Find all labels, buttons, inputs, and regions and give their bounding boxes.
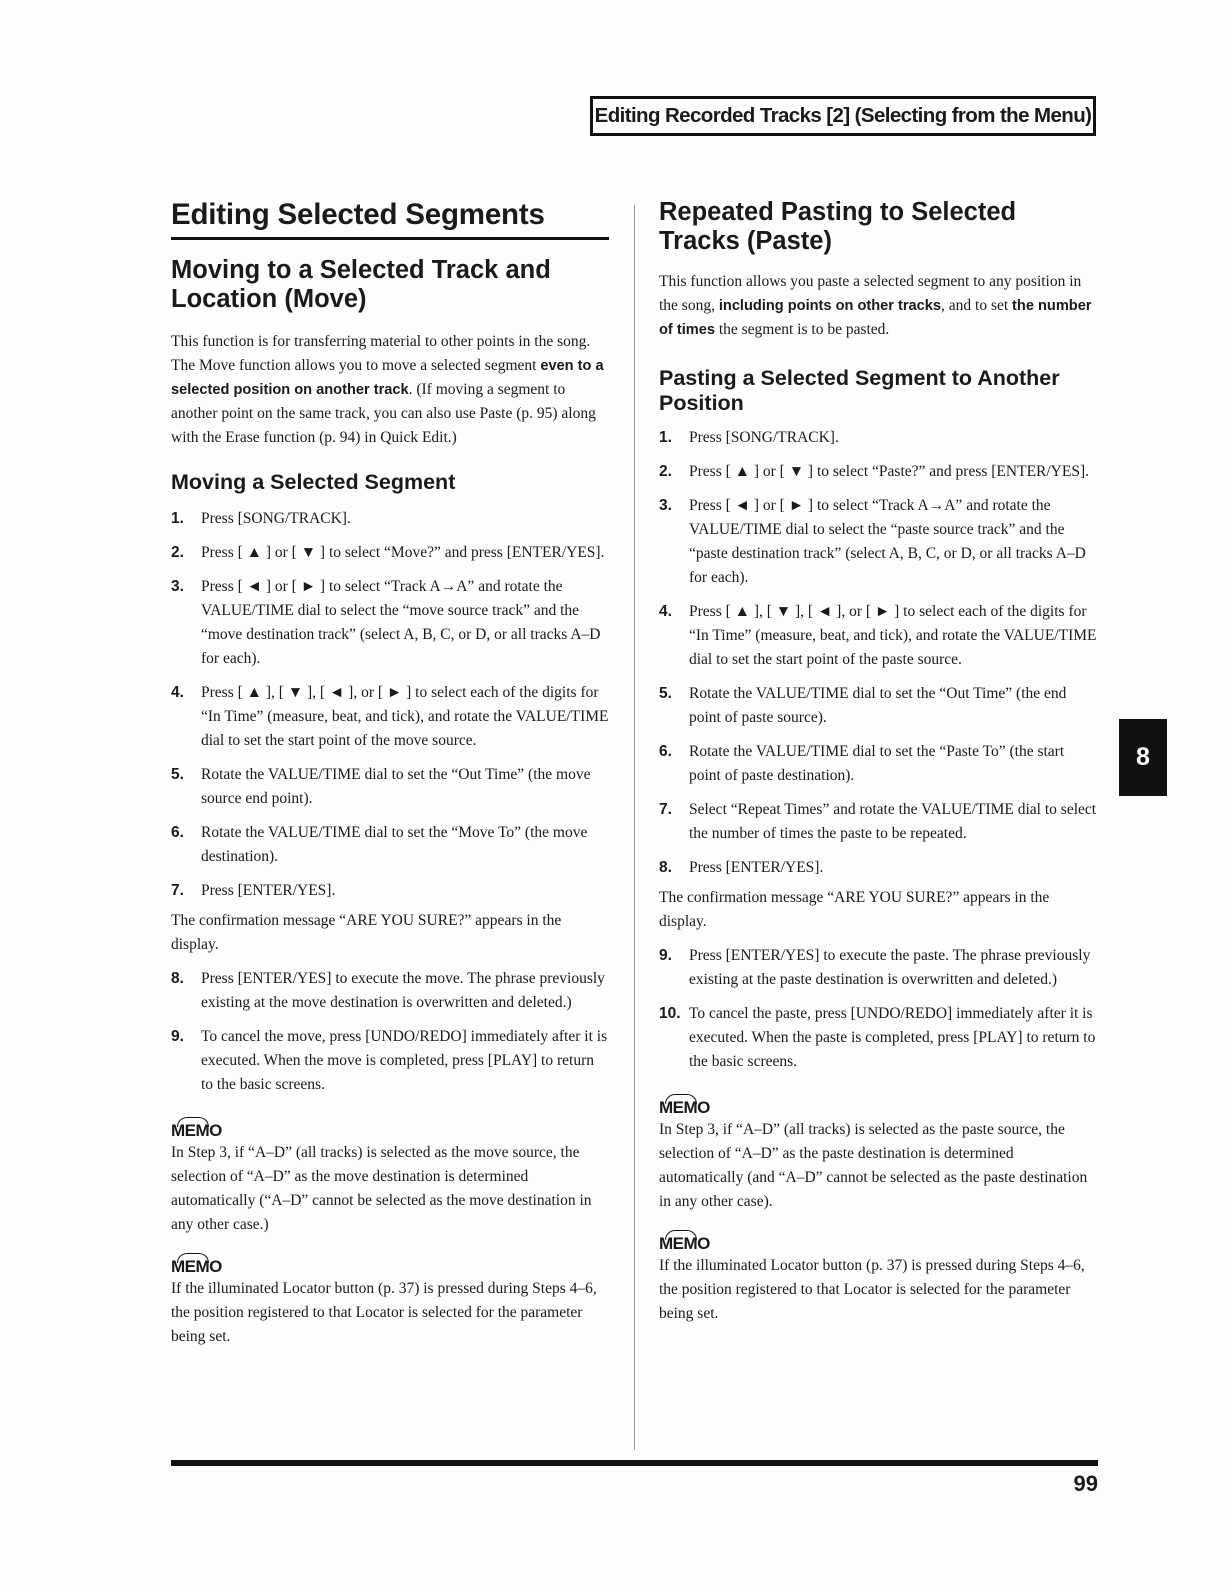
list-item: 1. Press [SONG/TRACK]. <box>659 429 839 446</box>
list-item: 5. Rotate the VALUE/TIME dial to set the “Out Time” (the end point of paste source). <box>659 685 1067 726</box>
paste-heading: Repeated Pasting to Selected Tracks (Paste) <box>659 198 1017 255</box>
running-header: Editing Recorded Tracks [2] (Selecting from the Menu) <box>590 96 1096 136</box>
confirm-note: The confirmation message “ARE YOU SURE?” appears in the display. <box>171 912 562 953</box>
paste-intro: This function allows you paste a selected segment to any position in the song, including points on other tracks, and to set the number of times the segment is to be pasted. <box>659 273 1092 338</box>
move-heading: Moving to a Selected Track and Location (Move) <box>171 256 551 313</box>
list-item: 7. Select “Repeat Times” and rotate the VALUE/TIME dial to select the number of times the paste to be repeated. <box>659 801 1097 842</box>
column-divider <box>634 205 635 1450</box>
memo-icon: MEMO <box>171 1121 222 1140</box>
list-item: 1. Press [SONG/TRACK]. <box>171 510 351 527</box>
list-item: 6. Rotate the VALUE/TIME dial to set the “Move To” (the move destination). <box>171 824 588 865</box>
list-item: 6. Rotate the VALUE/TIME dial to set the “Paste To” (the start point of paste destination). <box>659 743 1065 784</box>
memo-text: If the illuminated Locator button (p. 37) is pressed during Steps 4–6, the position registered to that Locator is selected for the parameter being set. <box>171 1280 597 1345</box>
list-item: 9. To cancel the move, press [UNDO/REDO] immediately after it is executed. When the move is completed, press [PLAY] to return to the basic screens. <box>171 1028 608 1093</box>
memo-icon: MEMO <box>659 1098 710 1117</box>
memo-text: If the illuminated Locator button (p. 37) is pressed during Steps 4–6, the position registered to that Locator is selected for the parameter being set. <box>659 1257 1085 1322</box>
list-item: 7. Press [ENTER/YES]. <box>171 882 336 899</box>
chapter-tab: 8 <box>1119 719 1167 796</box>
move-intro: This function is for transferring material to other points in the song. The Move function allows you to move a selected segment even to a selected position on another track. (If moving a segment to another point on the same track, you can also use Paste (p. 95) along with the Erase function (p. 94) in Quick Edit.) <box>171 333 604 446</box>
confirm-note: The confirmation message “ARE YOU SURE?” appears in the display. <box>659 889 1050 930</box>
list-item: 5. Rotate the VALUE/TIME dial to set the “Out Time” (the move source end point). <box>171 766 591 807</box>
memo-icon: MEMO <box>171 1257 222 1276</box>
list-item: 4. Press [ ▲ ], [ ▼ ], [ ◄ ], or [ ► ] to select each of the digits for “In Time” (measure, beat, and tick), and rotate the VALUE/TIME dial to set the start point of the paste source. <box>659 603 1097 668</box>
memo-text: In Step 3, if “A–D” (all tracks) is selected as the move source, the selection of “A–D” as the move destination is determined automatically (“A–D” cannot be selected as the move destination in any other case.) <box>171 1144 592 1233</box>
memo-icon: MEMO <box>659 1234 710 1253</box>
list-item: 8. Press [ENTER/YES]. <box>659 859 824 876</box>
memo-text: In Step 3, if “A–D” (all tracks) is selected as the paste source, the selection of “A–D” as the paste destination is determined automatically (and “A–D” cannot be selected as the paste destination in any other case). <box>659 1121 1088 1210</box>
footer-rule <box>171 1460 1098 1466</box>
page-number: 99 <box>1073 1471 1098 1496</box>
list-item: 2. Press [ ▲ ] or [ ▼ ] to select “Move?” and press [ENTER/YES]. <box>171 544 605 561</box>
list-item: 8. Press [ENTER/YES] to execute the move. The phrase previously existing at the move destination is overwritten and deleted.) <box>171 970 605 1011</box>
list-item: 10. To cancel the paste, press [UNDO/REDO] immediately after it is executed. When the paste is completed, press [PLAY] to return to the basic screens. <box>659 1005 1096 1070</box>
list-item: 2. Press [ ▲ ] or [ ▼ ] to select “Paste?” and press [ENTER/YES]. <box>659 463 1089 480</box>
section-title: Editing Selected Segments <box>171 198 609 240</box>
pasting-subheading: Pasting a Selected Segment to Another Position <box>659 366 1060 415</box>
move-steps <box>171 507 609 903</box>
list-item: 9. Press [ENTER/YES] to execute the paste. The phrase previously existing at the paste destination is overwritten and deleted.) <box>659 947 1091 988</box>
paste-steps <box>659 426 1099 880</box>
right-column <box>659 198 1099 1326</box>
list-item: 3. Press [ ◄ ] or [ ► ] to select “Track A→A” and rotate the VALUE/TIME dial to select the “move source track” and the “move destination track” (select A, B, C, or D, or all tracks A–D for each). <box>171 578 601 667</box>
left-column <box>171 198 609 1349</box>
list-item: 3. Press [ ◄ ] or [ ► ] to select “Track A→A” and rotate the VALUE/TIME dial to select the “paste source track” and the “paste destination track” (select A, B, C, or D, or all tracks A–D for each). <box>659 497 1086 586</box>
list-item: 4. Press [ ▲ ], [ ▼ ], [ ◄ ], or [ ► ] to select each of the digits for “In Time” (measure, beat, and tick), and rotate the VALUE/TIME dial to set the start point of the move source. <box>171 684 609 749</box>
moving-subheading: Moving a Selected Segment <box>171 470 456 494</box>
